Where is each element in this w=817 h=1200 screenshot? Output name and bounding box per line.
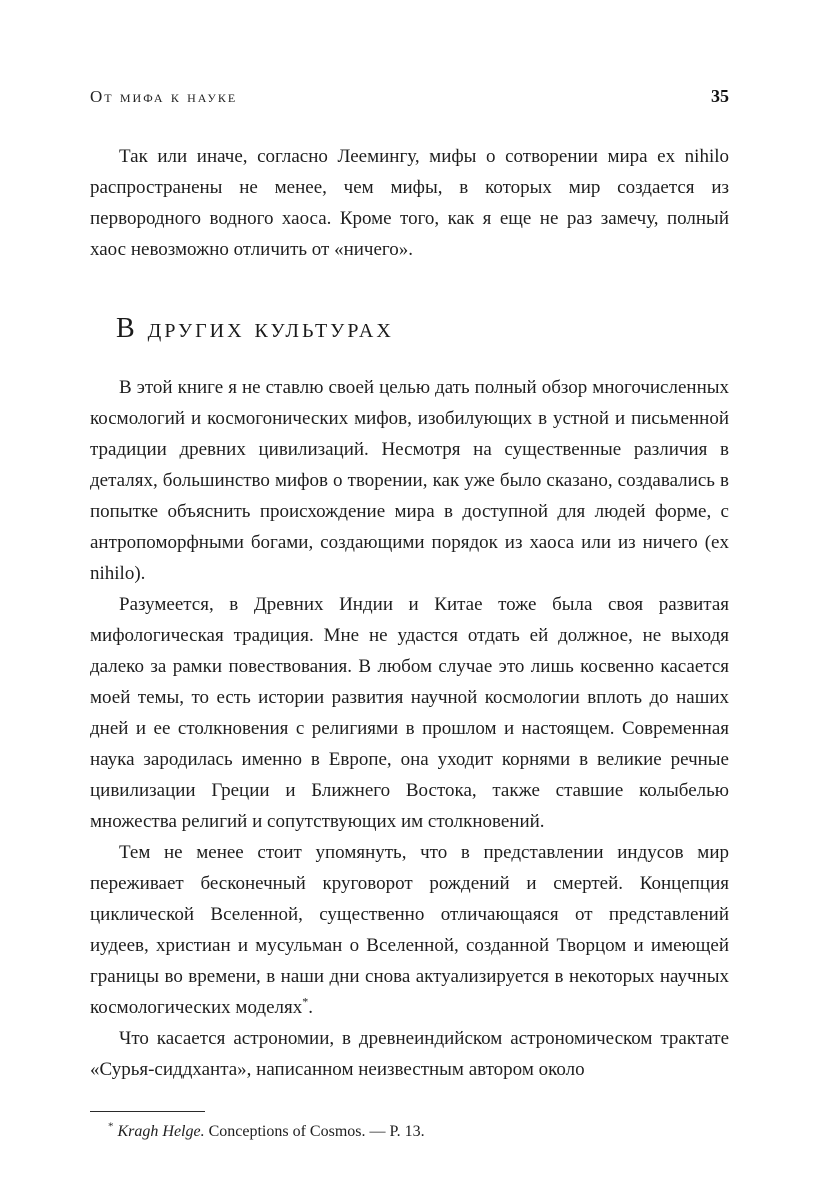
page-body — [90, 141, 729, 1085]
footnote-area — [90, 1111, 729, 1143]
footnote-separator — [90, 1111, 205, 1112]
paragraph-hindu-cosmology — [90, 837, 729, 1023]
footnote-text: Conceptions of Cosmos. — P. 13. — [204, 1123, 425, 1140]
paragraph-hindu-text: Тем не менее стоит упомянуть, что в представлении индусов мир переживает бесконечный круговорот рождений и смертей. Концепция циклической Вселенной, существенно отличающаяся от представлений иудеев, христиан и мусульман о Вселенной, созданной Творцом и имеющей границы во времени, в наши дни снова актуализируется в некоторых научных космологических моделях — [90, 842, 729, 1018]
footnote-reference: * — [302, 994, 309, 1009]
page-number: 35 — [711, 86, 729, 106]
running-title: От мифа к науке — [90, 87, 238, 106]
intro-paragraph: Так или иначе, согласно Леемингу, мифы о сотворении мира ex nihilo распространены не менее, чем мифы, в которых мир создается из первородного водного хаоса. Кроме того, как я еще не раз замечу, полный хаос невозможно отличить от «ничего». — [90, 146, 729, 260]
paragraph-overview: В этой книге я не ставлю своей целью дать полный обзор многочисленных космологий и космогонических мифов, изобилующих в устной и письменной традиции древних цивилизаций. Несмотря на существенные различия в деталях, большинство мифов о творении, как уже было сказано, создавались в попытке объяснить происхождение мира в доступной для людей форме, с антропоморфными богами, создающими порядок из хаоса или из ничего (ex nihilo). — [90, 377, 729, 584]
section-heading: В других культурах — [116, 313, 394, 344]
paragraph-astronomy: Что касается астрономии, в древнеиндийском астрономическом трактате «Сурья-сиддханта», написанном неизвестным автором около — [90, 1028, 729, 1080]
footnote-author: Kragh Helge. — [117, 1123, 205, 1140]
paragraph-hindu-end: . — [308, 997, 313, 1018]
footnote — [90, 1121, 729, 1143]
footnote-marker: * — [108, 1120, 114, 1133]
page-header — [90, 86, 729, 107]
paragraph-india-china: Разумеется, в Древних Индии и Китае тоже была своя развитая мифологическая традиция. Мне не удастся отдать ей должное, не выходя далеко за рамки повествования. В любом случае это лишь косвенно касается моей темы, то есть истории развития научной космологии вплоть до наших дней и ее столкновения с религиями в прошлом и настоящем. Современная наука зародилась именно в Европе, она уходит корнями в великие речные цивилизации Греции и Ближнего Востока, также ставшие колыбелью множества религий и сопутствующих им столкновений. — [90, 594, 729, 832]
